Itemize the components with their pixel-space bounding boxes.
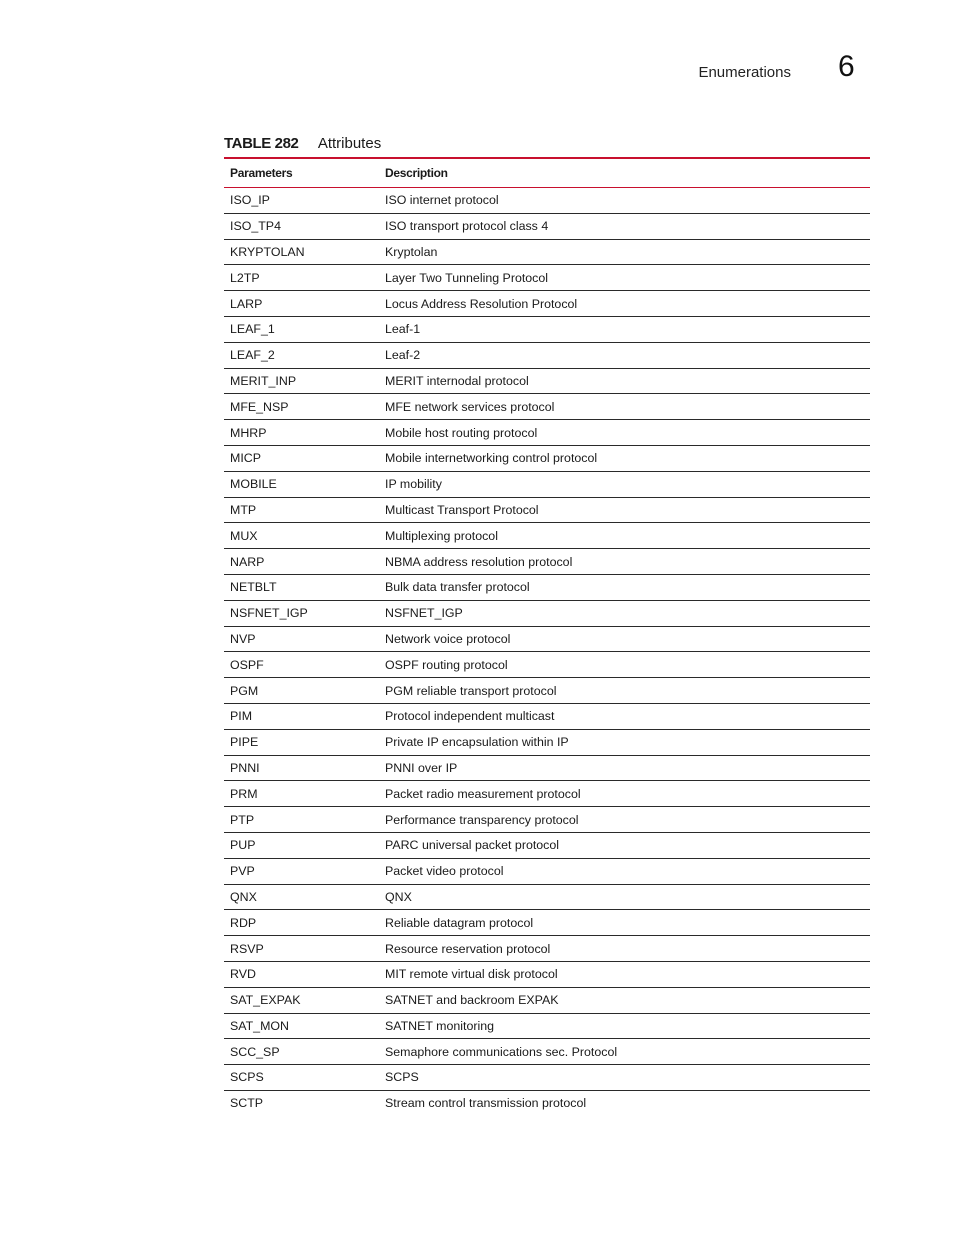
- description-cell: PARC universal packet protocol: [379, 832, 870, 858]
- description-cell: IP mobility: [379, 471, 870, 497]
- description-cell: Private IP encapsulation within IP: [379, 729, 870, 755]
- table-row: [224, 316, 870, 342]
- table-row: [224, 678, 870, 704]
- table-row: [224, 884, 870, 910]
- table-row: [224, 910, 870, 936]
- table-row: [224, 1013, 870, 1039]
- column-header-description: Description: [385, 166, 448, 180]
- table-row: [224, 188, 870, 214]
- parameter-cell: QNX: [224, 884, 379, 910]
- table-row: [224, 342, 870, 368]
- description-cell: MIT remote virtual disk protocol: [379, 961, 870, 987]
- description-cell: Reliable datagram protocol: [379, 910, 870, 936]
- description-cell: MFE network services protocol: [379, 394, 870, 420]
- table-row: [224, 832, 870, 858]
- description-cell: ISO internet protocol: [379, 188, 870, 214]
- parameter-cell: LARP: [224, 291, 379, 317]
- parameter-cell: SAT_EXPAK: [224, 987, 379, 1013]
- description-cell: PNNI over IP: [379, 755, 870, 781]
- description-cell: Leaf-2: [379, 342, 870, 368]
- table-caption: [224, 135, 381, 152]
- table-row: [224, 1065, 870, 1091]
- description-cell: QNX: [379, 884, 870, 910]
- parameter-cell: RVD: [224, 961, 379, 987]
- parameter-cell: NETBLT: [224, 574, 379, 600]
- description-cell: Semaphore communications sec. Protocol: [379, 1039, 870, 1065]
- parameter-cell: MUX: [224, 523, 379, 549]
- description-cell: Bulk data transfer protocol: [379, 574, 870, 600]
- column-header-parameters: Parameters: [230, 166, 293, 180]
- table-row: [224, 652, 870, 678]
- parameter-cell: KRYPTOLAN: [224, 239, 379, 265]
- table-row: [224, 291, 870, 317]
- parameter-cell: PIPE: [224, 729, 379, 755]
- description-cell: Multiplexing protocol: [379, 523, 870, 549]
- section-name: Enumerations: [698, 64, 791, 81]
- description-cell: Performance transparency protocol: [379, 807, 870, 833]
- table-row: [224, 807, 870, 833]
- table-row: [224, 368, 870, 394]
- parameter-cell: NSFNET_IGP: [224, 600, 379, 626]
- parameter-cell: SAT_MON: [224, 1013, 379, 1039]
- parameter-cell: OSPF: [224, 652, 379, 678]
- parameter-cell: MHRP: [224, 420, 379, 446]
- table-row: [224, 471, 870, 497]
- description-cell: Network voice protocol: [379, 626, 870, 652]
- table-row: [224, 497, 870, 523]
- table-row: [224, 626, 870, 652]
- table-row: [224, 445, 870, 471]
- table-row: [224, 574, 870, 600]
- description-cell: Leaf-1: [379, 316, 870, 342]
- attributes-table: [224, 157, 870, 1116]
- table-title: Attributes: [317, 135, 382, 152]
- table-row: [224, 549, 870, 575]
- parameter-cell: LEAF_2: [224, 342, 379, 368]
- parameter-cell: PGM: [224, 678, 379, 704]
- parameter-cell: SCTP: [230, 1096, 264, 1111]
- description-cell: Layer Two Tunneling Protocol: [379, 265, 870, 291]
- parameter-cell: MFE_NSP: [224, 394, 379, 420]
- parameter-cell: PIM: [224, 703, 379, 729]
- parameter-cell: MTP: [224, 497, 379, 523]
- parameter-cell: SCC_SP: [224, 1039, 379, 1065]
- table-row: [224, 987, 870, 1013]
- table-row: [224, 729, 870, 755]
- table-row: [224, 936, 870, 962]
- table-row: [224, 961, 870, 987]
- table-row: [224, 239, 870, 265]
- parameter-cell: NARP: [224, 549, 379, 575]
- parameter-cell: PVP: [224, 858, 379, 884]
- description-cell: ISO transport protocol class 4: [379, 213, 870, 239]
- description-cell: Protocol independent multicast: [379, 703, 870, 729]
- table-body: [224, 188, 870, 1116]
- table-header-row: [224, 158, 870, 188]
- table-row: [224, 600, 870, 626]
- description-cell: Mobile internetworking control protocol: [379, 445, 870, 471]
- table-row: [224, 265, 870, 291]
- parameter-cell: MOBILE: [224, 471, 379, 497]
- table-row: [224, 703, 870, 729]
- table-row: [224, 781, 870, 807]
- parameter-cell: NVP: [224, 626, 379, 652]
- description-cell: Mobile host routing protocol: [379, 420, 870, 446]
- table-row: [224, 213, 870, 239]
- description-cell: NSFNET_IGP: [379, 600, 870, 626]
- parameter-cell: PTP: [224, 807, 379, 833]
- table-row: [224, 858, 870, 884]
- parameter-cell: ISO_TP4: [224, 213, 379, 239]
- parameter-cell: SCPS: [224, 1065, 379, 1091]
- parameter-cell: PRM: [224, 781, 379, 807]
- parameter-cell: RSVP: [224, 936, 379, 962]
- table-row: [224, 420, 870, 446]
- parameter-cell: MICP: [224, 445, 379, 471]
- description-cell: SCPS: [379, 1065, 870, 1091]
- parameter-cell: MERIT_INP: [224, 368, 379, 394]
- description-cell: OSPF routing protocol: [379, 652, 870, 678]
- table-row: [224, 394, 870, 420]
- description-cell: Stream control transmission protocol: [385, 1096, 587, 1111]
- table-label: TABLE 282: [224, 135, 299, 152]
- description-cell: Multicast Transport Protocol: [379, 497, 870, 523]
- parameter-cell: RDP: [224, 910, 379, 936]
- description-cell: SATNET monitoring: [379, 1013, 870, 1039]
- page-header: [0, 0, 954, 100]
- description-cell: SATNET and backroom EXPAK: [379, 987, 870, 1013]
- description-cell: Resource reservation protocol: [379, 936, 870, 962]
- description-cell: Kryptolan: [379, 239, 870, 265]
- parameter-cell: LEAF_1: [224, 316, 379, 342]
- table-row: [224, 1090, 870, 1115]
- parameter-cell: PNNI: [224, 755, 379, 781]
- description-cell: Locus Address Resolution Protocol: [379, 291, 870, 317]
- description-cell: Packet video protocol: [379, 858, 870, 884]
- parameter-cell: L2TP: [224, 265, 379, 291]
- table-row: [224, 755, 870, 781]
- description-cell: MERIT internodal protocol: [379, 368, 870, 394]
- chapter-number: 6: [838, 50, 855, 83]
- description-cell: NBMA address resolution protocol: [379, 549, 870, 575]
- parameter-cell: ISO_IP: [224, 188, 379, 214]
- table-row: [224, 523, 870, 549]
- table-row: [224, 1039, 870, 1065]
- description-cell: PGM reliable transport protocol: [379, 678, 870, 704]
- parameter-cell: PUP: [224, 832, 379, 858]
- description-cell: Packet radio measurement protocol: [379, 781, 870, 807]
